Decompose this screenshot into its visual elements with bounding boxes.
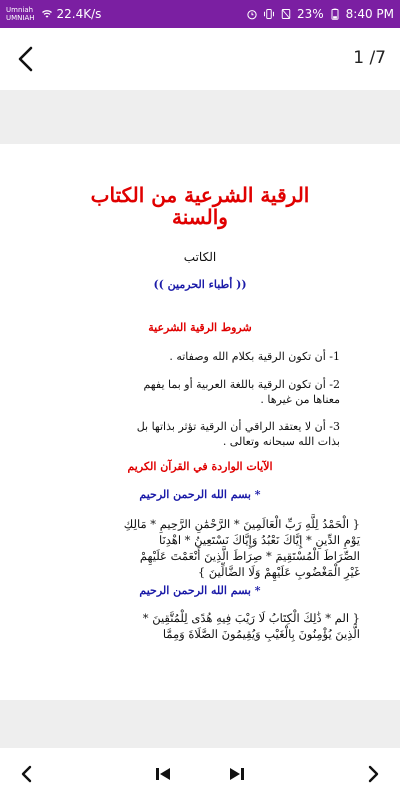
first-page-button[interactable] bbox=[141, 752, 185, 796]
author-label: الكاتب bbox=[183, 250, 217, 264]
net-speed: 22.4K/s bbox=[56, 7, 102, 21]
condition-3-line2: بذات الله سبحانه وتعالى . bbox=[222, 435, 340, 448]
bottom-margin-band bbox=[0, 700, 400, 748]
baqara-verses bbox=[40, 610, 360, 642]
fatiha-line3: الصِّرَاطَ الْمُسْتَقِيمَ * صِرَاطَ الَّذِينَ أَنْعَمْتَ عَلَيْهِمْ bbox=[139, 549, 360, 563]
status-right bbox=[246, 7, 394, 21]
back-button[interactable] bbox=[10, 42, 40, 76]
bottom-nav-bar bbox=[0, 748, 400, 800]
fatiha-line4: غَيْرِ الْمَغْضُوبِ عَلَيْهِمْ وَلَا الضَّالِّينَ } bbox=[197, 565, 360, 579]
no-sim-icon bbox=[280, 8, 292, 20]
carrier-name-2: UMNIAH bbox=[6, 14, 35, 22]
document-title-line1: الرقية الشرعية من الكتاب bbox=[90, 183, 310, 207]
fatiha-line1: { الْحَمْدُ لِلَّهِ رَبِّ الْعَالَمِينَ * الرَّحْمَٰنِ الرَّحِيمِ * مَالِكِ bbox=[123, 517, 360, 531]
status-bar bbox=[0, 0, 400, 28]
clock-time: 8:40 PM bbox=[345, 7, 394, 21]
basmala-1: * بسم الله الرحمن الرحيم bbox=[139, 488, 261, 501]
vibrate-icon bbox=[263, 8, 275, 20]
author-name: (( أطباء الحرمين )) bbox=[153, 278, 247, 291]
condition-1: 1- أن تكون الرقية بكلام الله وصفاته . bbox=[169, 350, 340, 363]
carrier-name-1: Umniah bbox=[6, 6, 34, 14]
app-header bbox=[0, 28, 400, 90]
battery-percent: 23% bbox=[296, 7, 324, 21]
baqara-line2: الَّذِينَ يُؤْمِنُونَ بِالْغَيْبِ وَيُقِيمُونَ الصَّلَاةَ وَمِمَّا bbox=[162, 627, 360, 641]
document-title-line2: والسنة bbox=[172, 205, 228, 229]
chevron-left-icon bbox=[16, 46, 34, 72]
verses-heading: الآيات الواردة في القرآن الكريم bbox=[127, 460, 273, 473]
fatiha-verses bbox=[40, 516, 360, 580]
wifi-icon bbox=[41, 8, 53, 20]
conditions-heading: شروط الرقية الشرعية bbox=[148, 321, 252, 334]
network-status bbox=[41, 7, 102, 21]
last-page-button[interactable] bbox=[215, 752, 259, 796]
baqara-line1: { الم * ذَٰلِكَ الْكِتَابُ لَا رَيْبَ فِيهِ هُدًى لِلْمُتَّقِينَ * bbox=[142, 611, 360, 625]
skip-previous-icon bbox=[154, 765, 172, 783]
skip-next-icon bbox=[228, 765, 246, 783]
battery-icon bbox=[329, 8, 341, 20]
prev-page-button[interactable] bbox=[4, 752, 48, 796]
chevron-right-icon bbox=[367, 764, 381, 784]
top-margin-band bbox=[0, 90, 400, 144]
basmala-2: * بسم الله الرحمن الرحيم bbox=[139, 584, 261, 597]
document-page[interactable] bbox=[0, 144, 400, 700]
chevron-left-icon bbox=[19, 764, 33, 784]
condition-2-line1: 2- أن تكون الرقية باللغة العربية أو بما يفهم bbox=[143, 378, 340, 391]
next-page-button[interactable] bbox=[352, 752, 396, 796]
condition-2-line2: معناها من غيرها . bbox=[260, 393, 340, 406]
condition-3 bbox=[50, 419, 340, 449]
alarm-icon bbox=[246, 8, 258, 20]
fatiha-line2: يَوْمِ الدِّينِ * إِيَّاكَ نَعْبُدُ وَإِيَّاكَ نَسْتَعِينُ * اهْدِنَا bbox=[159, 533, 360, 547]
page-counter: 1 /7 bbox=[353, 48, 386, 68]
document-title bbox=[40, 184, 360, 228]
carrier-info bbox=[6, 6, 35, 22]
condition-2 bbox=[50, 377, 340, 407]
condition-3-line1: 3- أن لا يعتقد الراقي أن الرقية تؤثر بذاتها بل bbox=[136, 420, 340, 433]
